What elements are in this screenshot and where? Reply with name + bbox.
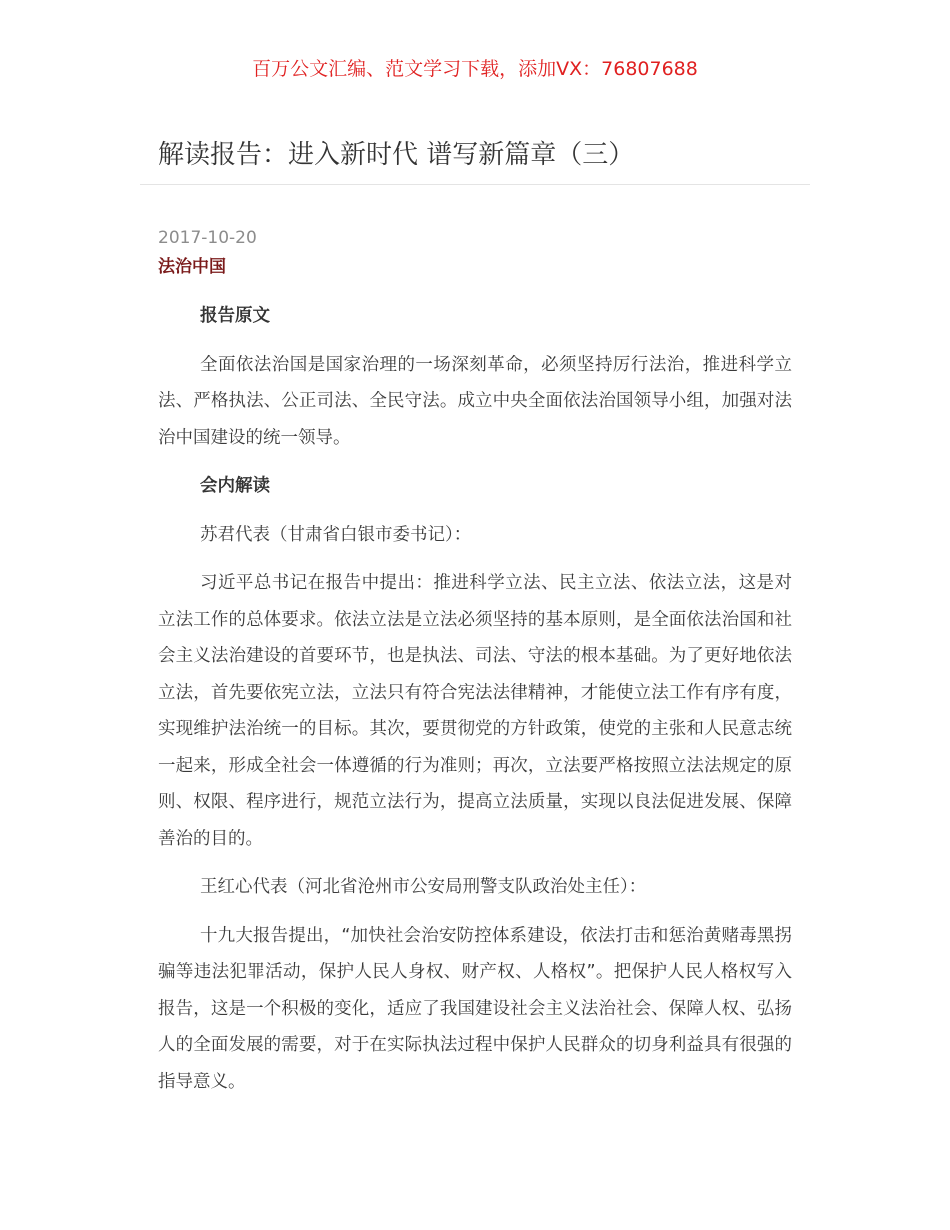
paragraph-wang-hongxin-comment: 十九大报告提出，“加快社会治安防控体系建设，依法打击和惩治黄赌毒黑拐骗等违法犯罪活动，保护人民人身权、财产权、人格权”。把保护人民人格权写入报告，这是一个积极的变化，适应了我国建设社会主义法治社会、保障人权、弘扬人的全面发展的需要，对于在实际执法过程中保护人民群众的切身利益具有很强的指导意义。 xyxy=(158,925,792,1092)
watermark-banner: 百万公文汇编、范文学习下载，添加VX：76807688 xyxy=(252,58,698,80)
article-body xyxy=(158,298,792,1112)
article-title: 解读报告：进入新时代 谱写新篇章（三） xyxy=(158,140,635,170)
section-heading-interpretation: 会内解读 xyxy=(200,476,270,496)
speaker-wang-hongxin: 王红心代表（河北省沧州市公安局刑警支队政治处主任）： xyxy=(200,877,647,897)
section-heading-original: 报告原文 xyxy=(200,306,270,326)
article-source[interactable]: 法治中国 xyxy=(158,257,226,277)
paragraph-su-jun-comment: 习近平总书记在报告中提出：推进科学立法、民主立法、依法立法，这是对立法工作的总体要求。依法立法是立法必须坚持的基本原则，是全面依法治国和社会主义法治建设的首要环节，也是执法、司法、守法的根本基础。为了更好地依法立法，首先要依宪立法，立法只有符合宪法法律精神，才能使立法工作有序有度，实现维护法治统一的目标。其次，要贯彻党的方针政策，使党的主张和人民意志统一起来，形成全社会一体遵循的行为准则；再次，立法要严格按照立法法规定的原则、权限、程序进行，规范立法行为，提高立法质量，实现以良法促进发展、保障善治的目的。 xyxy=(158,573,792,849)
title-divider xyxy=(140,184,810,185)
publish-date: 2017-10-20 xyxy=(158,228,257,248)
speaker-su-jun: 苏君代表（甘肃省白银市委书记）： xyxy=(200,524,472,545)
paragraph-original-text: 全面依法治国是国家治理的一场深刻革命，必须坚持厉行法治，推进科学立法、严格执法、公正司法、全民守法。成立中央全面依法治国领导小组，加强对法治中国建设的统一领导。 xyxy=(158,354,792,448)
